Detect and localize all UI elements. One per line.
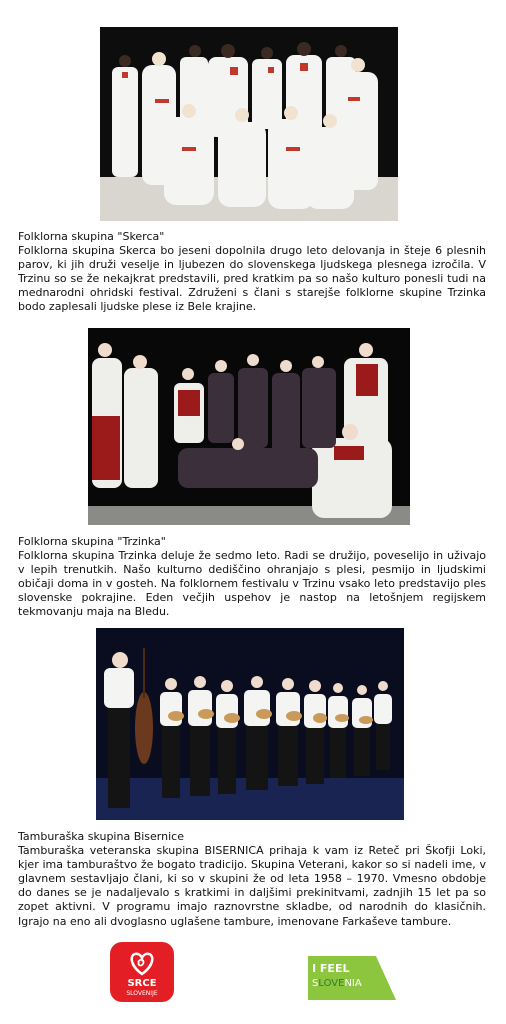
- section-title: Folklorna skupina "Trzinka": [18, 535, 166, 548]
- photo-tamburica-band: [96, 628, 404, 820]
- section-text: Folklorna skupina Trzinka deluje že sedmo leto. Radi se družijo, poveselijo in uživajo v lepih trenutkih. Našo kulturno dediščino ohranjajo s plesi, pesmijo in ljudskimi običaji doma in v gosteh. Na folklornem festivalu v Trzinu vsako leto predstavijo ples slovenske pokrajine. Eden večjih uspehov je nastop na letošnjem regijskem tekmovanju maja na Bledu.: [18, 548, 486, 619]
- section-text: Tamburaška veteranska skupina BISERNICA prihaja k vam iz Reteč pri Škofji Loki, kjer ima tamburaštvo že bogato tradicijo. Skupina Veterani, kakor so si nadeli ime, v glavnem sestavljajo člani, ki so v skupini že od leta 1958 – 1970. Vmesno obdobje do danes se je nadaljevalo s kratkimi in daljšimi prekinitvami, zadnjih 15 let pa so zopet aktivni. V programu imajo raznovrstne skladbe, od narodnih do klasičnih. Igrajo na eno ali dvoglasno uglašene tambure, imenovane Farkaševe tambure.: [18, 843, 486, 928]
- section-skerca: [18, 230, 486, 315]
- svg-text:SLOVENIJE: SLOVENIJE: [126, 990, 158, 997]
- section-title: Tamburaška skupina Bisernice: [18, 830, 184, 843]
- section-text: Folklorna skupina Skerca bo jeseni dopolnila drugo leto delovanja in šteje 6 plesnih parov, ki jih druži veselje in ljubezen do slovenskega ljudskega plesnega izročila. V Trzinu so se že nekajkrat predstavili, pred kratkim pa so našo kulturo ponesli tudi na mednarodni ohridski festival. Združeni s člani s starejše folklorne skupine Trzinka bodo zaplesali ljudske plese iz Bele krajine.: [18, 243, 486, 314]
- section-title: Folklorna skupina "Skerca": [18, 230, 165, 243]
- section-trzinka: [18, 535, 486, 620]
- photo-trzinka-group: [88, 328, 410, 525]
- svg-text:I FEEL: I FEEL: [312, 962, 350, 975]
- svg-text:SRCE: SRCE: [127, 978, 157, 989]
- srce-slovenije-logo: [108, 940, 176, 1004]
- svg-text:SLOVENIA: SLOVENIA: [312, 978, 362, 989]
- i-feel-slovenia-logo: [306, 954, 398, 1002]
- photo-skerca-group: [100, 27, 398, 221]
- section-bisernice: [18, 830, 486, 929]
